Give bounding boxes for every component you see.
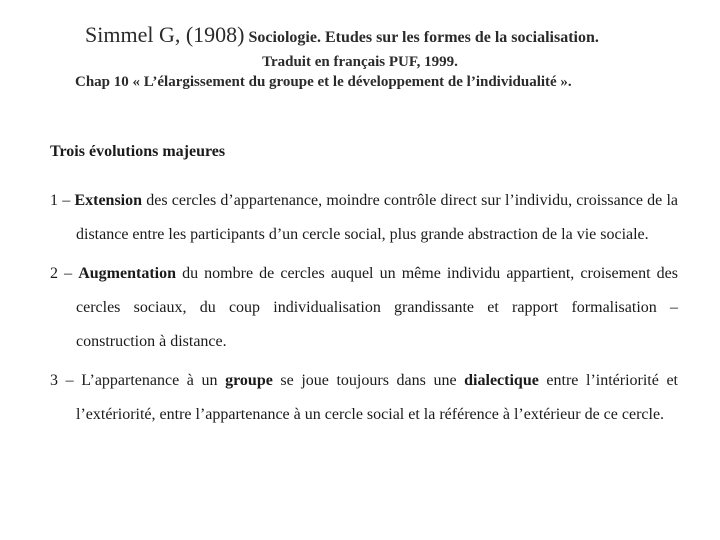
book-title: Sociologie. Etudes sur les formes de la socialisation. xyxy=(248,29,599,46)
point-1-prefix: 1 – xyxy=(50,192,75,209)
point-2 xyxy=(50,257,678,359)
point-3 xyxy=(50,364,678,432)
slide-content xyxy=(50,140,678,437)
point-3-text: entre l’intériorité et l’extériorité, entre l’appartenance à un cercle social et la référence à l’extérieur de ce cercle. xyxy=(76,372,678,423)
point-3-keyword: groupe xyxy=(225,372,273,389)
author-year: Simmel G, (1908) xyxy=(85,22,245,47)
point-3-prefix: 3 – L’appartenance à un xyxy=(50,372,226,389)
point-3-middle: se joue toujours dans une xyxy=(272,372,465,389)
translation-note: Traduit en français PUF, 1999. xyxy=(262,54,458,70)
section-title: Trois évolutions majeures xyxy=(50,143,226,160)
point-3-keyword-2: dialectique xyxy=(464,372,539,389)
point-2-prefix: 2 – xyxy=(50,265,79,282)
point-2-text: du nombre de cercles auquel un même individu appartient, croisement des cercles sociaux, du coup individualisation grandissante et rapport formalisation – construction à distance. xyxy=(76,265,679,350)
point-1 xyxy=(50,184,678,252)
chapter-title: Chap 10 « L’élargissement du groupe et le développement de l’individualité ». xyxy=(75,74,572,90)
point-2-keyword: Augmentation xyxy=(78,265,176,282)
citation-line xyxy=(85,22,599,48)
point-1-keyword: Extension xyxy=(74,192,143,209)
point-1-text: des cercles d’appartenance, moindre contrôle direct sur l’individu, croissance de la distance entre les participants d’un cercle social, plus grande abstraction de la vie sociale. xyxy=(76,192,679,243)
